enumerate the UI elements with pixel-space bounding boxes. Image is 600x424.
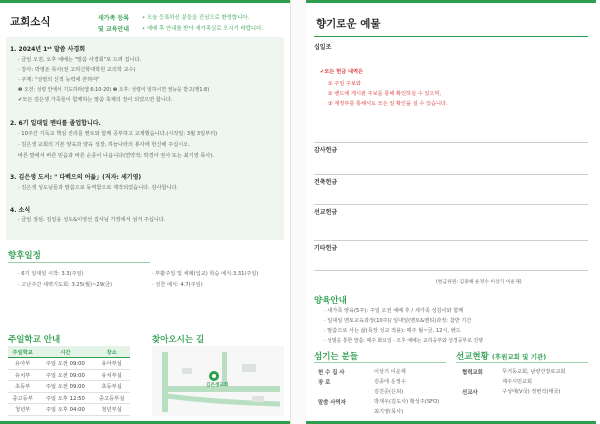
offering-thanks: 감사헌금 (314, 147, 338, 154)
offering-other: 기타헌금 (314, 245, 338, 252)
yangyuk-title: 양육안내 (314, 296, 347, 306)
schedule-item: · 6기 일대일 시작: 3.3(주일) (18, 271, 84, 277)
sunday-school-title: 주일학교 안내 (8, 335, 61, 345)
offering-counters: (헌금위원: 김종해 운정수 이상기 이운제) (436, 280, 522, 285)
page-title: 교회소식 (10, 16, 51, 28)
left-page (0, 0, 290, 424)
missions-rule (456, 362, 588, 363)
offering-building: 건축헌금 (314, 179, 338, 186)
newcomer-text: • 오늘 등록하신 분들을 진심으로 환영합니다. • 예배 후 안내를 받아 새가족실로 오시기 바랍니다. (142, 15, 264, 32)
news-heading: 2. 6기 일대일 멘티를 졸업합니다. (10, 120, 101, 127)
yangyuk-line: · 일대일 멘토교육과정(10주)/ 일대일(멘토&멘티)과정: 참반 기간 (324, 318, 472, 324)
yangyuk-line: · 성범을 통한 말씀: 매주 화요일 · 오후 예배는 교리공부와 성경공부로 진행 (324, 338, 483, 344)
yangyuk-line: · 말씀으로 사는 삶(목장 성교 적용): 매주 월~금, 12시, 밴드 (324, 328, 461, 334)
notice-item: ③ 재정부를 통해서도 모든 일 확인을 실 수 있습니다. (328, 101, 448, 107)
page-title: 향기로운 예물 (316, 18, 381, 30)
notice-item: ① 주일 주보와 (328, 81, 362, 87)
news-line: · 금일 점심: 김일웅 성도&이영선 집사님 가정에서 섬겨 주십니다. (18, 217, 166, 223)
servers-title: 섬기는 분들 (314, 352, 359, 362)
news-line: · 주제: "성령의 신적 능력에 갇혀여" (18, 77, 100, 83)
table-header: 시간 (37, 346, 93, 358)
right-page (306, 0, 596, 424)
table-row: 초등부 주일 오전 09:00 초등부실 (8, 381, 130, 393)
news-line: · 강사: 박영돈 목사(전 고려신학대학원 교의학 교수) (18, 67, 136, 73)
top-accent-rule (306, 0, 596, 3)
news-heading: 4. 소식 (10, 207, 31, 214)
news-line: 바른 말에서 바른 믿음과 바른 순종이 나옵니다(면약적: 박경아 권사 또는 최기영 목사). (18, 153, 214, 159)
mission-type: 협력교회 (462, 370, 483, 376)
server-names: 박재우(김도사) 황성주(SFO) (374, 399, 440, 405)
directions-map (152, 346, 284, 416)
table-header: 장소 (93, 346, 130, 358)
schedule-rule (8, 262, 150, 263)
yangyuk-line: · 새가족 양육(5주): 주일 오전 예배 후 / 새가족 성김이와 함께 (324, 308, 464, 314)
mission-names: 제주시민교회 (502, 379, 533, 385)
table-row: 유치부 주일 오전 09:00 유치부실 (8, 369, 130, 381)
schedule-item: · 부활주일 및 세례(입교) 학습 예식:3.31(주일) (152, 271, 259, 277)
table-row: 유아부 주일 오전 09:00 유아부실 (8, 358, 130, 370)
newcomer-label: 새가족 등록 및 교육안내 (98, 15, 130, 33)
news-line: · 김은생 교회의 기본 양육과 양육 성장, 하늘나라의 봉사에 헌신해 주십시오. (18, 142, 190, 148)
news-heading: 1. 2024년 1ˢᵗ 말씀 사경회 (10, 46, 86, 53)
news-line: ✔모든 김은생 가족들이 함께하는 말씀 축제의 장이 되었으면 합니다. (18, 97, 173, 103)
map-church-label: 김은생교회 (206, 383, 229, 388)
table-row: 중고등부 주일 오후 12:50 중고등부실 (8, 392, 130, 404)
offering-mission: 선교헌금 (314, 209, 338, 216)
offering-divider (314, 240, 588, 241)
server-role: 헌 수 집 사 (318, 370, 345, 376)
schedule-item: · 고난주간 새벽기도회: 3.25(월)~29(금) (18, 282, 113, 288)
server-names: 이상기 이운제 (374, 369, 406, 375)
schedule-title: 향후일정 (8, 251, 41, 261)
missions-title: 선교현황 (후원교회 및 기관) (456, 352, 547, 362)
table-row: 청년부 주일 오후 04:00 청년부실 (8, 404, 130, 416)
notice-item: ② 밴드에 게시판 주보를 통해 확인하실 수 있으며, (328, 91, 442, 97)
mission-type: 선교사 (462, 390, 478, 396)
server-names: 김종태 운정수 (374, 379, 406, 385)
offering-tithe: 십일조 (314, 44, 332, 51)
notice-heading: ✔모든 헌금 내역은 (320, 69, 364, 75)
servers-rule (314, 362, 446, 363)
news-heading: 3. 김은생 도서: " 다벡으의 어듦」(저자: 세기영) (10, 174, 142, 181)
server-names: 최기영(목사) (374, 409, 404, 415)
news-line: · 김은생 성도님들과 말씀으로 동역함으로 제작되었습니다. 감사합니다. (18, 185, 179, 191)
schedule-item: · 성찬 예식: 4.7(주일) (152, 282, 203, 288)
offering-divider (314, 204, 588, 205)
mission-names: 무거동교회, 남양산장로교회 (502, 369, 566, 375)
news-line: ❶ 오전: 성령 안에서 기도하라(엡 6:10-20) ❷ 오후: 성령이 임하시면 권능을 받고(행1:8) (18, 87, 210, 93)
news-line: · 금일 오전, 오후 예배는 "말씀 사경회"로 드려 집니다. (18, 57, 142, 63)
server-names: 김진준(은퇴) (374, 389, 404, 395)
sunday-school-table (8, 346, 130, 416)
top-accent-rule (0, 0, 290, 3)
offering-divider (314, 142, 588, 143)
news-line: · 10주간 기독교 핵심 진리를 멘토와 함께 공부하고 교제했습니다.(시작일: 3월 3일부터) (18, 131, 218, 137)
offering-divider (314, 270, 588, 271)
offering-divider (314, 174, 588, 175)
mission-names: 구성태(V국) 정변석(태국) (502, 389, 561, 395)
server-role: 장 로 (318, 380, 331, 386)
server-role: 말씀 사역자 (318, 400, 346, 406)
title-rule (314, 36, 588, 37)
table-header: 주일학교 (8, 346, 37, 358)
directions-title: 찾아오시는 길 (152, 335, 205, 345)
